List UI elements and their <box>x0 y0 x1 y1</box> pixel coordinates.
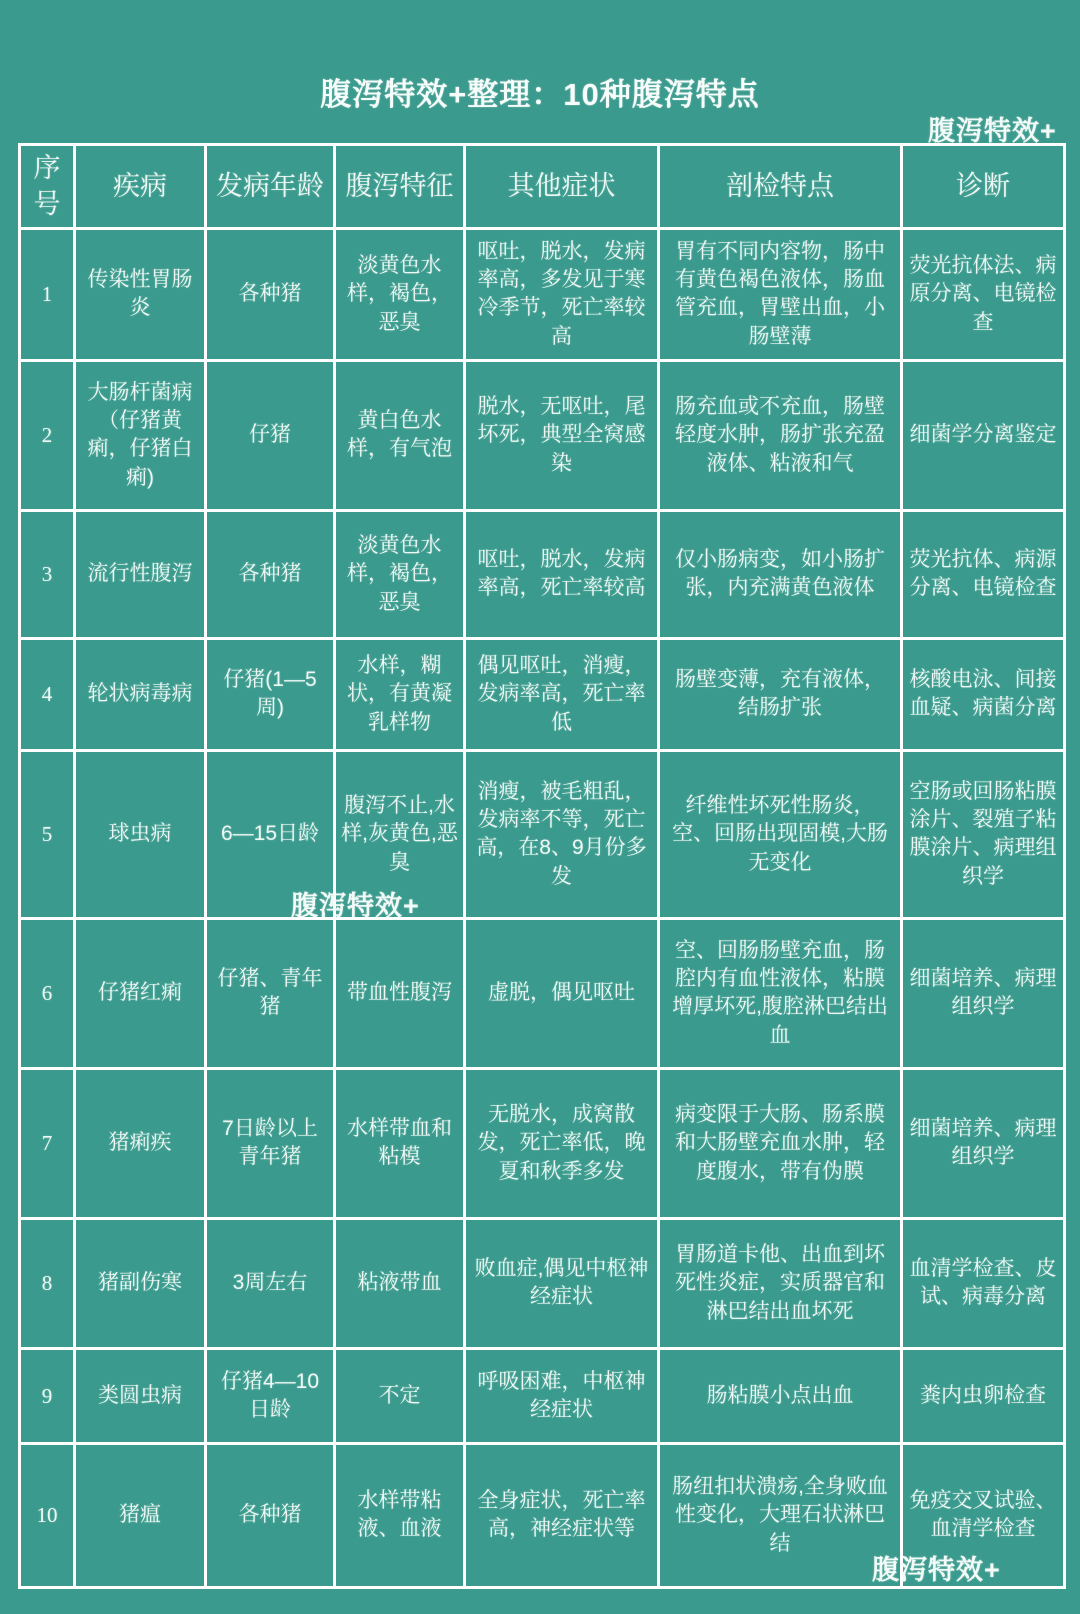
cell-disease: 猪瘟 <box>75 1443 206 1587</box>
cell-disease: 轮状病毒病 <box>75 638 206 750</box>
cell-feature: 不定 <box>335 1348 465 1443</box>
cell-necropsy: 肠粘膜小点出血 <box>659 1348 902 1443</box>
cell-symptoms: 呕吐，脱水，发病率高，死亡率较高 <box>465 510 659 638</box>
cell-age: 仔猪4—10日龄 <box>206 1348 335 1443</box>
table-row <box>20 750 1065 918</box>
cell-feature: 淡黄色水样，褐色，恶臭 <box>335 510 465 638</box>
cell-no: 4 <box>20 638 75 750</box>
watermark-middle: 腹泻特效+ <box>291 891 420 921</box>
cell-symptoms: 消瘦，被毛粗乱，发病率不等，死亡高，在8、9月份多发 <box>465 750 659 918</box>
cell-diagnosis: 细菌学分离鉴定 <box>902 360 1065 510</box>
cell-feature: 水样带血和粘模 <box>335 1068 465 1218</box>
cell-necropsy: 仅小肠病变，如小肠扩张，内充满黄色液体 <box>659 510 902 638</box>
table-row <box>20 228 1065 360</box>
cell-diagnosis: 粪内虫卵检查 <box>902 1348 1065 1443</box>
cell-age: 3周左右 <box>206 1218 335 1348</box>
cell-symptoms: 脱水，无呕吐，尾坏死，典型全窝感染 <box>465 360 659 510</box>
cell-no: 2 <box>20 360 75 510</box>
header-diagnosis: 诊断 <box>902 145 1065 229</box>
cell-feature: 带血性腹泻 <box>335 918 465 1068</box>
cell-symptoms: 无脱水，成窝散发，死亡率低，晚夏和秋季多发 <box>465 1068 659 1218</box>
cell-necropsy: 肠壁变薄，充有液体，结肠扩张 <box>659 638 902 750</box>
cell-necropsy: 胃有不同内容物，肠中有黄色褐色液体，肠血管充血，胃壁出血，小肠壁薄 <box>659 228 902 360</box>
cell-age: 各种猪 <box>206 228 335 360</box>
watermark-bottom-right: 腹泻特效+ <box>872 1555 1001 1585</box>
cell-symptoms: 全身症状，死亡率高，神经症状等 <box>465 1443 659 1587</box>
cell-no: 1 <box>20 228 75 360</box>
cell-no: 10 <box>20 1443 75 1587</box>
cell-necropsy: 肠充血或不充血，肠壁轻度水肿，肠扩张充盈液体、粘液和气 <box>659 360 902 510</box>
table-row <box>20 360 1065 510</box>
watermark-top-right: 腹泻特效+ <box>928 116 1057 146</box>
cell-diagnosis: 细菌培养、病理组织学 <box>902 1068 1065 1218</box>
cell-necropsy: 病变限于大肠、肠系膜和大肠壁充血水肿，轻度腹水，带有伪膜 <box>659 1068 902 1218</box>
cell-age: 各种猪 <box>206 1443 335 1587</box>
header-feature: 腹泻特征 <box>335 145 465 229</box>
cell-feature: 黄白色水样，有气泡 <box>335 360 465 510</box>
cell-diagnosis: 血清学检查、皮试、病毒分离 <box>902 1218 1065 1348</box>
table-row <box>20 1068 1065 1218</box>
cell-age: 仔猪(1—5周) <box>206 638 335 750</box>
page-title: 腹泻特效+整理：10种腹泻特点 <box>320 77 760 112</box>
cell-feature: 水样，糊状，有黄凝乳样物 <box>335 638 465 750</box>
cell-symptoms: 偶见呕吐，消瘦，发病率高，死亡率低 <box>465 638 659 750</box>
cell-necropsy: 纤维性坏死性肠炎，空、回肠出现固模,大肠无变化 <box>659 750 902 918</box>
table-row <box>20 1218 1065 1348</box>
header-age: 发病年龄 <box>206 145 335 229</box>
table-row <box>20 510 1065 638</box>
table-header-row <box>20 145 1065 229</box>
header-necropsy: 剖检特点 <box>659 145 902 229</box>
table-body <box>20 228 1065 1587</box>
cell-diagnosis: 荧光抗体、病源分离、电镜检查 <box>902 510 1065 638</box>
header-symptoms: 其他症状 <box>465 145 659 229</box>
cell-feature: 腹泻不止,水样,灰黄色,恶臭 <box>335 750 465 918</box>
cell-necropsy: 胃肠道卡他、出血到坏死性炎症，实质器官和淋巴结出血坏死 <box>659 1218 902 1348</box>
cell-symptoms: 呼吸困难，中枢神经症状 <box>465 1348 659 1443</box>
cell-diagnosis: 免疫交叉试验、血清学检查 <box>902 1443 1065 1587</box>
cell-diagnosis: 细菌培养、病理组织学 <box>902 918 1065 1068</box>
cell-disease: 球虫病 <box>75 750 206 918</box>
table-row <box>20 918 1065 1068</box>
cell-disease: 流行性腹泻 <box>75 510 206 638</box>
table-row <box>20 638 1065 750</box>
cell-no: 3 <box>20 510 75 638</box>
cell-disease: 类圆虫病 <box>75 1348 206 1443</box>
cell-age: 仔猪、青年猪 <box>206 918 335 1068</box>
cell-necropsy: 空、回肠肠壁充血，肠腔内有血性液体，粘膜增厚坏死,腹腔淋巴结出血 <box>659 918 902 1068</box>
cell-age: 仔猪 <box>206 360 335 510</box>
cell-feature: 粘液带血 <box>335 1218 465 1348</box>
cell-feature: 淡黄色水样，褐色，恶臭 <box>335 228 465 360</box>
diarrhea-feature-table <box>18 143 1066 1589</box>
cell-disease: 传染性胃肠炎 <box>75 228 206 360</box>
cell-symptoms: 虚脱，偶见呕吐 <box>465 918 659 1068</box>
cell-symptoms: 呕吐，脱水，发病率高，多发见于寒冷季节，死亡率较高 <box>465 228 659 360</box>
cell-no: 5 <box>20 750 75 918</box>
cell-age: 6—15日龄 <box>206 750 335 918</box>
cell-age: 7日龄以上青年猪 <box>206 1068 335 1218</box>
cell-necropsy: 肠纽扣状溃疡,全身败血性变化，大理石状淋巴结 <box>659 1443 902 1587</box>
header-disease: 疾病 <box>75 145 206 229</box>
cell-diagnosis: 荧光抗体法、病原分离、电镜检查 <box>902 228 1065 360</box>
cell-no: 8 <box>20 1218 75 1348</box>
cell-diagnosis: 空肠或回肠粘膜涂片、裂殖子粘膜涂片、病理组织学 <box>902 750 1065 918</box>
cell-age: 各种猪 <box>206 510 335 638</box>
cell-symptoms: 败血症,偶见中枢神经症状 <box>465 1218 659 1348</box>
table-row <box>20 1348 1065 1443</box>
cell-no: 6 <box>20 918 75 1068</box>
cell-no: 9 <box>20 1348 75 1443</box>
cell-diagnosis: 核酸电泳、间接血疑、病菌分离 <box>902 638 1065 750</box>
cell-disease: 猪副伤寒 <box>75 1218 206 1348</box>
cell-disease: 猪痢疾 <box>75 1068 206 1218</box>
cell-no: 7 <box>20 1068 75 1218</box>
cell-feature: 水样带粘液、血液 <box>335 1443 465 1587</box>
cell-disease: 大肠杆菌病（仔猪黄痢，仔猪白痢) <box>75 360 206 510</box>
cell-disease: 仔猪红痢 <box>75 918 206 1068</box>
header-no: 序号 <box>20 145 75 229</box>
